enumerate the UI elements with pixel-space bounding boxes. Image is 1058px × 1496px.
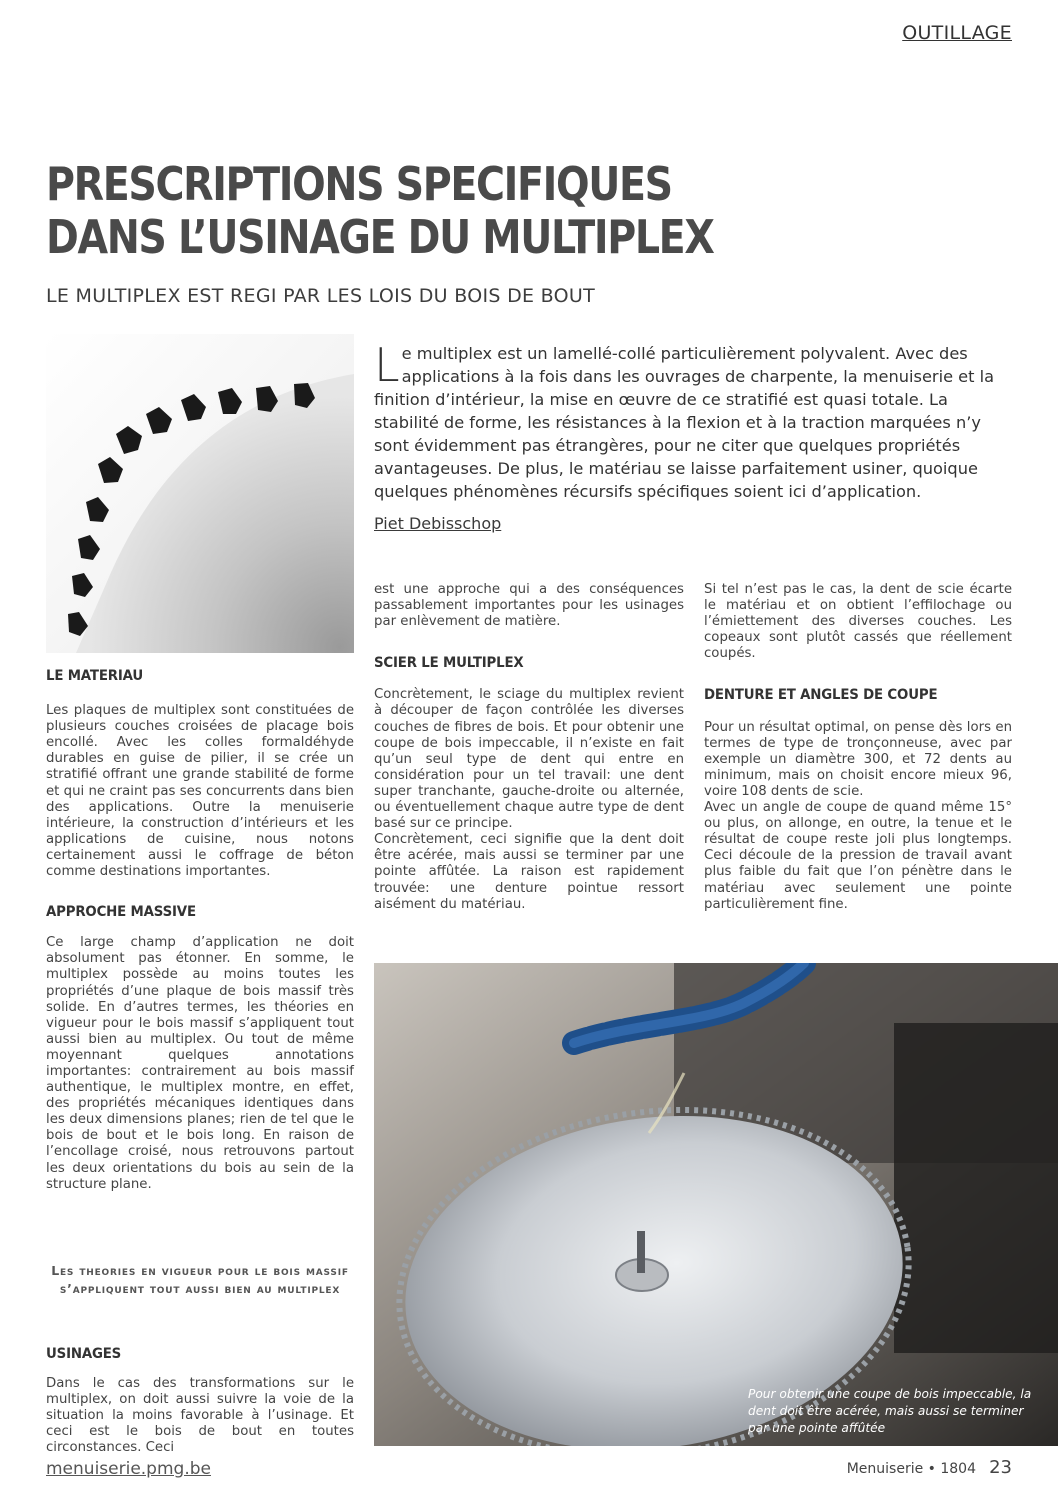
heading-approche-massive: APPROCHE MASSIVE — [46, 904, 196, 921]
column-2 — [374, 582, 684, 913]
paragraph-col3-continued: Si tel n’est pas le cas, la dent de scie écarte le matériau et on obtient l’effilochage ou l’émiettement des diverses couches. Les copeaux sont plutôt cassés que réellement coupés. — [704, 582, 1012, 662]
photo-caption: Pour obtenir une coupe de bois impeccable, la dent doit être acérée, mais aussi se terminer par une pointe affûtée — [748, 1387, 1032, 1435]
title-line-1: PRESCRIPTIONS SPECIFIQUES — [46, 157, 672, 211]
column-3 — [704, 582, 1012, 913]
heading-scier-le-multiplex: SCIER LE MULTIPLEX — [374, 655, 524, 672]
intro-text: e multiplex est un lamellé-collé particulièrement polyvalent. Avec des applications à la fois dans les ouvrages de charpente, la menuiserie et la finition d’intérieur, la mise en œuvre de ce stratifié est quasi totale. La stabilité de forme, les résistances à la flexion et à la traction marquées n’y sont évidemment pas étrangères, pour ne citer que quelques propriétés avantageuses. De plus, le matériau se laisse parfaitement usiner, quoique quelques phénomènes récursifs spécifiques soient ici d’application. — [374, 344, 995, 501]
column-1-bottom — [46, 1346, 354, 1457]
paragraph-denture-2: Avec un angle de coupe de quand même 15° ou plus, on allonge, en outre, la tenue et le résultat de coupe reste joli plus longtemps. Ceci découle de la pression de travail avant plus faible du fait que l’on pénètre dans le matériau avec seulement une pointe particulièrement fine. — [704, 800, 1012, 912]
saw-blade-closeup-photo — [46, 334, 354, 653]
article-subtitle: LE MULTIPLEX EST REGI PAR LES LOIS DU BOIS DE BOUT — [46, 285, 596, 307]
paragraph-scier-1: Concrètement, le sciage du multiplex revient à découper de façon contrôlée les diverses couches de fibres de bois. Et pour obtenir une coupe de bois impeccable, il n’existe en fait qu’un seul type de dent qui entre en considération pour un tel travail: une dent super tranchante, gauche-droite ou alternée, ou éventuellement chaque autre type de dent basé sur ce principe. — [374, 687, 684, 832]
paragraph-scier-2: Concrètement, ceci signifie que la dent doit être acérée, mais aussi se terminer par une pointe affûtée. La raison est rapidement trouvée: une denture pointue ressort aisément du matériau. — [374, 832, 684, 912]
saw-blade-sharpening-photo — [374, 963, 1058, 1446]
pull-quote: Les theories en vigueur pour le bois massif s’appliquent tout aussi bien au multiplex — [51, 1263, 349, 1296]
paragraph-materiau: Les plaques de multiplex sont constituées de plusieurs couches croisées de placage bois encollé. Avec les colles formaldéhyde durables en guise de pilier, il se crée un stratifié offrant une grande stabilité de forme et qui ne craint pas ses concurrents dans bien des applications. Outre la menuiserie intérieure, la construction d’intérieurs et les applications de cuisine, nous notons certainement aussi le coffrage de béton comme destinations importantes. — [46, 703, 354, 880]
footer-magazine-issue: Menuiserie • 1804 — [846, 1461, 976, 1477]
footer-website-link[interactable]: menuiserie.pmg.be — [46, 1459, 211, 1479]
column-1 — [46, 668, 354, 1193]
title-line-2: DANS L’USINAGE DU MULTIPLEX — [46, 210, 714, 264]
author-link[interactable]: Piet Debisschop — [374, 514, 502, 533]
paragraph-usinages: Dans le cas des transformations sur le multiplex, on doit aussi suivre la voie de la situation la moins favorable à l’usinage. Et ceci est le bois de bout en toutes circonstances. Ceci — [46, 1376, 354, 1456]
drop-cap: L — [374, 338, 400, 392]
paragraph-approche: Ce large champ d’application ne doit absolument pas étonner. En somme, le multiplex possède au moins toutes les propriétés d’une plaque de bois massif très solide. En d’autres termes, les théories en vigueur pour le bois massif s’appliquent tout aussi bien au multiplex. Ou tout de même moyennant quelques annotations importantes: contrairement au bois massif authentique, le multiplex montre, en effet, des propriétés mécaniques identiques dans les deux dimensions planes; rien de tel que le bois de bout et le bois long. En raison de l’encollage croisé, nous retrouvons partout les deux orientations du bois au sein de la structure plane. — [46, 935, 354, 1192]
paragraph-col2-continued: est une approche qui a des conséquences passablement importantes pour les usinages par enlèvement de matière. — [374, 582, 684, 630]
paragraph-denture-1: Pour un résultat optimal, on pense dès lors en termes de type de tronçonneuse, avec par exemple un diamètre 300, et 72 dents au minimum, mais on choisit encore mieux 96, voire 108 dents de scie. — [704, 719, 1012, 799]
article-title — [46, 158, 803, 264]
heading-denture: DENTURE ET ANGLES DE COUPE — [704, 687, 938, 704]
page-number: 23 — [989, 1457, 1012, 1478]
section-tag: OUTILLAGE — [902, 22, 1012, 44]
heading-usinages: USINAGES — [46, 1346, 122, 1362]
heading-le-materiau: LE MATERIAU — [46, 668, 144, 684]
intro-paragraph — [374, 338, 1016, 503]
